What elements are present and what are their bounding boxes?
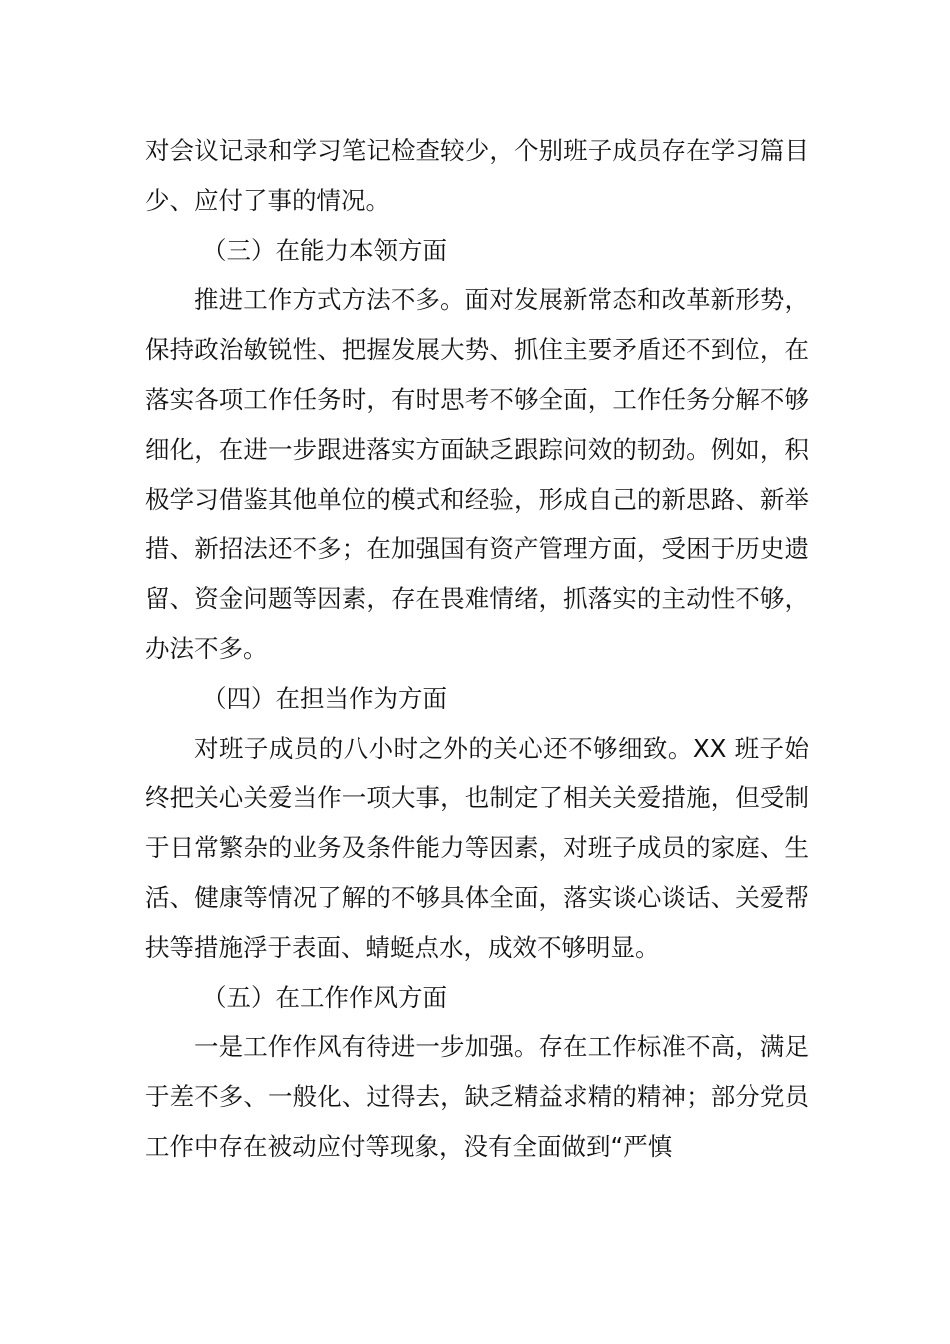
section-heading-3: （三）在能力本领方面 <box>202 235 447 265</box>
paragraph-continuation: 对会议记录和学习笔记检查较少，个别班子成员存在学习篇目少、应付了事的情况。 <box>145 136 809 215</box>
section-heading-5: （五）在工作作风方面 <box>202 982 447 1012</box>
paragraph-ability: 推进工作方式方法不多。面对发展新常态和改革新形势，保持政治敏锐性、把握发展大势、抓住主要矛盾还不到位，在落实各项工作任务时，有时思考不够全面，工作任务分解不够细化，在进一步跟进落实方面缺乏跟踪问效的韧劲。例如，积极学习借鉴其他单位的模式和经验，形成自己的新思路、新举措、新招法还不多；在加强国有资产管理方面，受困于历史遗留、资金问题等因素，存在畏难情绪，抓落实的主动性不够，办法不多。 <box>145 285 809 663</box>
paragraph-responsibility: 对班子成员的八小时之外的关心还不够细致。XX 班子始终把关心关爱当作一项大事，也制定了相关关爱措施，但受制于日常繁杂的业务及条件能力等因素，对班子成员的家庭、生活、健康等情况了解的不够具体全面，落实谈心谈话、关爱帮扶等措施浮于表面、蜻蜓点水，成效不够明显。 <box>145 733 809 962</box>
paragraph-work-style: 一是工作作风有待进一步加强。存在工作标准不高，满足于差不多、一般化、过得去，缺乏精益求精的精神；部分党员工作中存在被动应付等现象，没有全面做到“严慎 <box>145 1032 809 1161</box>
section-heading-4: （四）在担当作为方面 <box>202 683 447 713</box>
document-body <box>145 126 809 1172</box>
